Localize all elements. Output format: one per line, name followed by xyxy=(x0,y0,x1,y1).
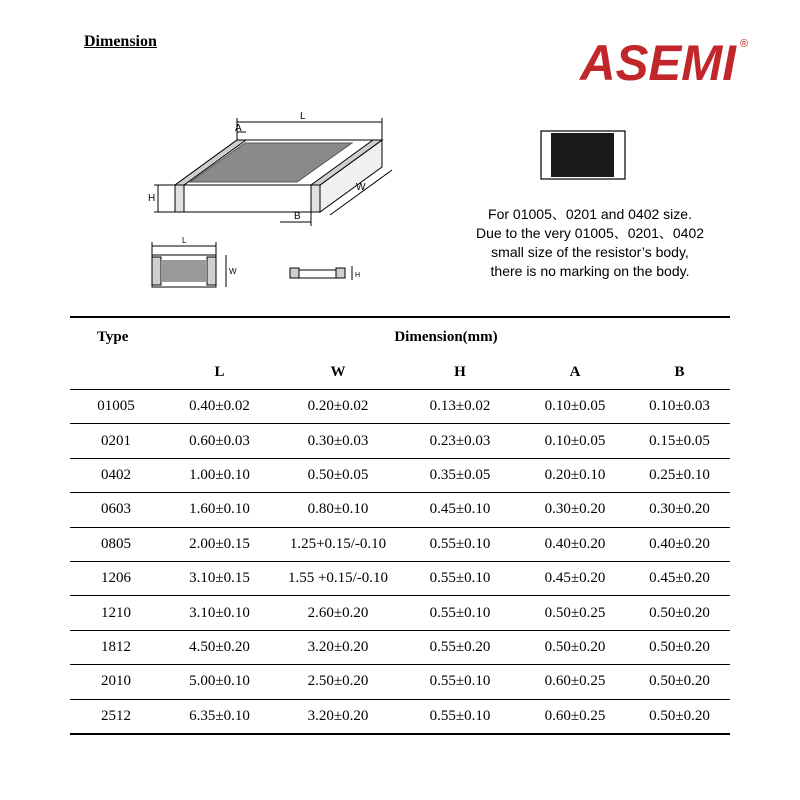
table-row xyxy=(70,665,730,699)
cell-h: 0.35±0.05 xyxy=(399,458,521,492)
note-line: Due to the very 01005、0201、0402 xyxy=(475,225,705,241)
cell-l: 6.35±0.10 xyxy=(162,699,277,734)
cell-l: 3.10±0.15 xyxy=(162,561,277,595)
logo-text: ASEMI xyxy=(578,36,738,88)
table-row xyxy=(70,561,730,595)
column-header-B: B xyxy=(629,356,730,390)
label-H-side-view: H xyxy=(355,272,361,279)
left-termination-front xyxy=(175,185,184,212)
cell-b: 0.50±0.20 xyxy=(629,665,730,699)
cell-type: 1210 xyxy=(70,596,162,630)
cell-w: 2.60±0.20 xyxy=(277,596,399,630)
cell-a: 0.45±0.20 xyxy=(521,561,629,595)
registered-mark: ® xyxy=(740,38,749,50)
cell-l: 1.00±0.10 xyxy=(162,458,277,492)
no-marking-illustration xyxy=(540,130,626,180)
note-line: small size of the resistor’s body, xyxy=(491,244,689,260)
cell-l: 4.50±0.20 xyxy=(162,630,277,664)
cell-b: 0.45±0.20 xyxy=(629,561,730,595)
chip-front-face xyxy=(175,185,320,212)
table-row xyxy=(70,390,730,424)
note-line: there is no marking on the body. xyxy=(490,263,690,279)
cell-type: 0201 xyxy=(70,424,162,458)
cell-type: 01005 xyxy=(70,390,162,424)
cell-a: 0.60±0.25 xyxy=(521,699,629,734)
section-heading: Dimension xyxy=(84,33,157,50)
table-row xyxy=(70,699,730,734)
note-line: For 01005、0201 and 0402 size. xyxy=(488,206,692,222)
asemi-logo xyxy=(578,36,740,88)
label-L-top-view: L xyxy=(182,236,187,245)
label-H: H xyxy=(148,193,156,204)
resistor-dimension-drawing xyxy=(130,100,410,300)
type-header: Type xyxy=(70,317,162,356)
cell-b: 0.50±0.20 xyxy=(629,596,730,630)
cell-h: 0.55±0.10 xyxy=(399,561,521,595)
cell-h: 0.55±0.10 xyxy=(399,665,521,699)
cell-h: 0.13±0.02 xyxy=(399,390,521,424)
cell-w: 0.20±0.02 xyxy=(277,390,399,424)
cell-a: 0.20±0.10 xyxy=(521,458,629,492)
cell-type: 1812 xyxy=(70,630,162,664)
cell-w: 3.20±0.20 xyxy=(277,699,399,734)
cell-a: 0.40±0.20 xyxy=(521,527,629,561)
label-A: A xyxy=(235,123,242,134)
cell-l: 3.10±0.10 xyxy=(162,596,277,630)
cell-h: 0.55±0.10 xyxy=(399,596,521,630)
cell-type: 1206 xyxy=(70,561,162,595)
table-row xyxy=(70,527,730,561)
table-row xyxy=(70,458,730,492)
cell-w: 0.80±0.10 xyxy=(277,493,399,527)
cell-l: 2.00±0.15 xyxy=(162,527,277,561)
marking-note xyxy=(440,205,740,281)
cell-l: 5.00±0.10 xyxy=(162,665,277,699)
cell-a: 0.50±0.25 xyxy=(521,596,629,630)
table-row xyxy=(70,630,730,664)
table-row xyxy=(70,596,730,630)
cell-b: 0.40±0.20 xyxy=(629,527,730,561)
table-row xyxy=(70,493,730,527)
cell-l: 0.60±0.03 xyxy=(162,424,277,458)
column-header-W: W xyxy=(277,356,399,390)
cell-b: 0.50±0.20 xyxy=(629,699,730,734)
dimension-table xyxy=(70,316,730,735)
cell-w: 0.30±0.03 xyxy=(277,424,399,458)
cell-a: 0.10±0.05 xyxy=(521,424,629,458)
cell-h: 0.45±0.10 xyxy=(399,493,521,527)
right-termination-front xyxy=(311,185,320,212)
cell-h: 0.55±0.10 xyxy=(399,527,521,561)
cell-h: 0.23±0.03 xyxy=(399,424,521,458)
cell-h: 0.55±0.10 xyxy=(399,699,521,734)
cell-w: 2.50±0.20 xyxy=(277,665,399,699)
cell-b: 0.30±0.20 xyxy=(629,493,730,527)
dimension-group-header: Dimension(mm) xyxy=(162,317,730,356)
cell-b: 0.15±0.05 xyxy=(629,424,730,458)
label-W-top-view: W xyxy=(229,267,237,276)
cell-a: 0.60±0.25 xyxy=(521,665,629,699)
cell-type: 0402 xyxy=(70,458,162,492)
cell-a: 0.10±0.05 xyxy=(521,390,629,424)
cell-type: 0805 xyxy=(70,527,162,561)
column-header-H: H xyxy=(399,356,521,390)
cell-w: 1.55 +0.15/-0.10 xyxy=(277,561,399,595)
cell-a: 0.30±0.20 xyxy=(521,493,629,527)
column-header-A: A xyxy=(521,356,629,390)
label-L: L xyxy=(300,111,306,122)
cell-h: 0.55±0.20 xyxy=(399,630,521,664)
cell-l: 1.60±0.10 xyxy=(162,493,277,527)
column-header-L: L xyxy=(162,356,277,390)
cell-w: 0.50±0.05 xyxy=(277,458,399,492)
cell-type: 2512 xyxy=(70,699,162,734)
cell-b: 0.10±0.03 xyxy=(629,390,730,424)
label-B: B xyxy=(294,211,301,222)
cell-b: 0.25±0.10 xyxy=(629,458,730,492)
cell-w: 1.25+0.15/-0.10 xyxy=(277,527,399,561)
cell-type: 0603 xyxy=(70,493,162,527)
table-row xyxy=(70,424,730,458)
cell-b: 0.50±0.20 xyxy=(629,630,730,664)
cell-a: 0.50±0.20 xyxy=(521,630,629,664)
label-W: W xyxy=(356,182,366,193)
cell-type: 2010 xyxy=(70,665,162,699)
cell-w: 3.20±0.20 xyxy=(277,630,399,664)
cell-l: 0.40±0.02 xyxy=(162,390,277,424)
